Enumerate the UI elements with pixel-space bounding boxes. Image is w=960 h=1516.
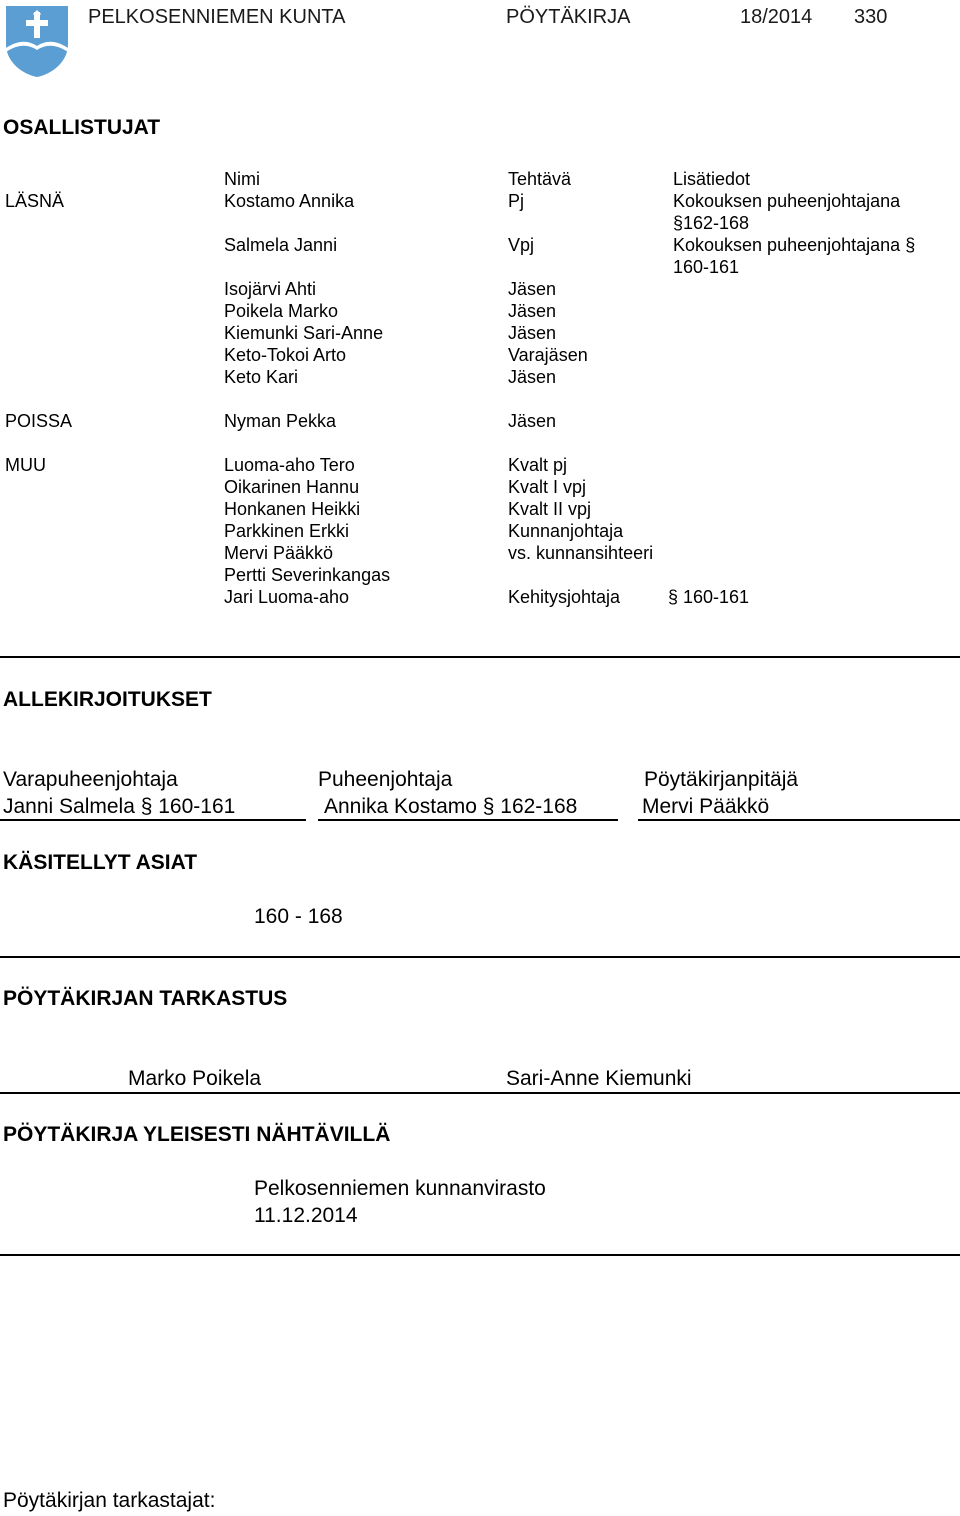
- public-display-date: 11.12.2014: [254, 1204, 358, 1227]
- signature-role-secretary: Pöytäkirjanpitäjä: [644, 768, 799, 791]
- participant-name: Oikarinen Hannu: [224, 477, 360, 497]
- participant-info: Kokouksen puheenjohtajana: [673, 191, 901, 211]
- participant-role: Kvalt I vpj: [508, 477, 587, 497]
- divider: [0, 656, 960, 658]
- public-display-place: Pelkosenniemen kunnanvirasto: [254, 1177, 546, 1200]
- participant-info: § 160-161: [668, 587, 750, 607]
- participant-role: Jäsen: [508, 367, 557, 387]
- signature-name-chair: Annika Kostamo § 162-168: [324, 795, 578, 818]
- participant-role: Jäsen: [508, 301, 557, 321]
- document-type: PÖYTÄKIRJA: [506, 6, 631, 28]
- participant-role: Kvalt II vpj: [508, 499, 592, 519]
- municipality-name: PELKOSENNIEMEN KUNTA: [88, 6, 346, 28]
- participant-role: Kvalt pj: [508, 455, 568, 475]
- participant-name: Mervi Pääkkö: [224, 543, 334, 563]
- reviewer-name: Sari-Anne Kiemunki: [506, 1067, 692, 1090]
- reviewer-name: Marko Poikela: [128, 1067, 262, 1090]
- participant-role: Jäsen: [508, 279, 557, 299]
- participant-name: Nyman Pekka: [224, 411, 337, 431]
- participants-title: OSALLISTUJAT: [3, 116, 161, 139]
- column-header-info: Lisätiedot: [673, 169, 751, 189]
- participant-name: Kiemunki Sari-Anne: [224, 323, 384, 343]
- participant-role: vs. kunnansihteeri: [508, 543, 654, 563]
- participant-name: Keto-Tokoi Arto: [224, 345, 347, 365]
- participant-name: Kostamo Annika: [224, 191, 355, 211]
- participant-role: Jäsen: [508, 411, 557, 431]
- participant-role: Kunnanjohtaja: [508, 521, 624, 541]
- divider: [0, 1254, 960, 1256]
- divider: [0, 1092, 960, 1094]
- signature-line: [638, 819, 960, 821]
- signatures-title: ALLEKIRJOITUKSET: [3, 688, 212, 711]
- signature-line: [318, 819, 618, 821]
- public-display-title: PÖYTÄKIRJA YLEISESTI NÄHTÄVILLÄ: [3, 1123, 391, 1146]
- municipal-coat-of-arms-icon: [4, 4, 70, 78]
- divider: [0, 956, 960, 958]
- items-title: KÄSITELLYT ASIAT: [3, 851, 198, 874]
- participant-name: Parkkinen Erkki: [224, 521, 350, 541]
- participant-role: Vpj: [508, 235, 535, 255]
- items-range: 160 - 168: [254, 905, 343, 928]
- participant-info-cont: §162-168: [673, 213, 750, 233]
- signature-name-vice-chair: Janni Salmela § 160-161: [3, 795, 236, 818]
- absent-label: POISSA: [5, 411, 73, 431]
- signature-line: [0, 819, 306, 821]
- participant-name: Honkanen Heikki: [224, 499, 361, 519]
- participant-name: Pertti Severinkangas: [224, 565, 391, 585]
- participant-name: Isojärvi Ahti: [224, 279, 317, 299]
- column-header-name: Nimi: [224, 169, 260, 189]
- participant-name: Keto Kari: [224, 367, 299, 387]
- participant-name: Poikela Marko: [224, 301, 339, 321]
- signature-role-chair: Puheenjohtaja: [318, 768, 453, 791]
- participant-name: Luoma-aho Tero: [224, 455, 355, 475]
- signature-name-secretary: Mervi Pääkkö: [642, 795, 770, 818]
- participant-info: Kokouksen puheenjohtajana §: [673, 235, 916, 255]
- participant-name: Jari Luoma-aho: [224, 587, 350, 607]
- reviewers-footer-label: Pöytäkirjan tarkastajat:: [3, 1489, 216, 1512]
- participant-info-cont: 160-161: [673, 257, 740, 277]
- present-label: LÄSNÄ: [5, 191, 65, 211]
- review-title: PÖYTÄKIRJAN TARKASTUS: [3, 987, 288, 1010]
- participant-role: Jäsen: [508, 323, 557, 343]
- column-header-role: Tehtävä: [508, 169, 572, 189]
- participant-role: Kehitysjohtaja: [508, 587, 621, 607]
- other-label: MUU: [5, 455, 46, 475]
- document-number: 18/2014: [740, 6, 813, 28]
- page-number: 330: [854, 6, 888, 28]
- participant-role: Varajäsen: [508, 345, 588, 365]
- signature-role-vice-chair: Varapuheenjohtaja: [3, 768, 178, 791]
- participant-name: Salmela Janni: [224, 235, 338, 255]
- participant-role: Pj: [508, 191, 525, 211]
